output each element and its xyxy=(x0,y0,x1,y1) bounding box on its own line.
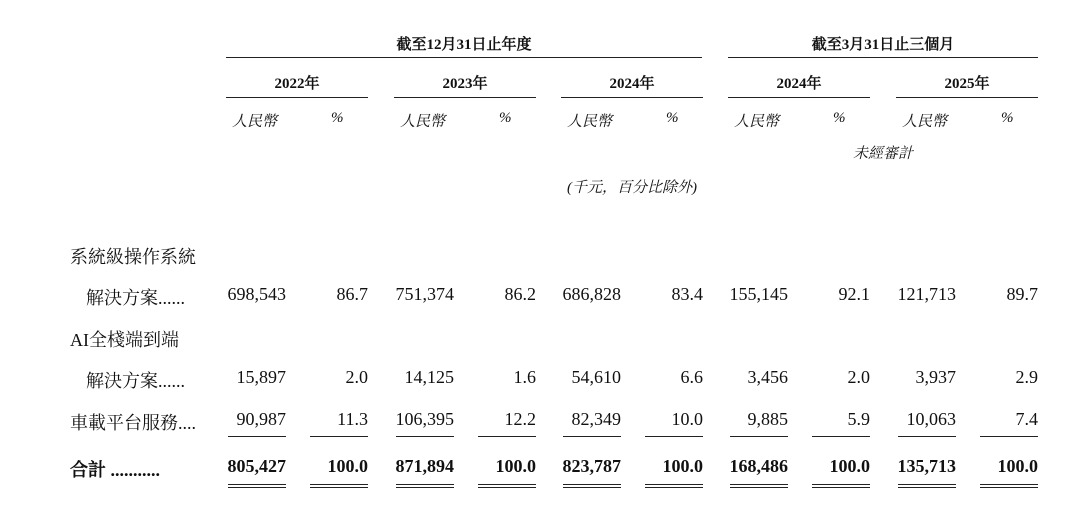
header-year-end-rule xyxy=(226,57,702,58)
table-cell: 7.4 xyxy=(1015,409,1038,429)
year-header-2022: 2022年 xyxy=(274,76,320,92)
total-double-rule xyxy=(730,484,788,488)
row-label: 解決方案...... xyxy=(86,288,185,308)
subtotal-rule xyxy=(898,436,956,437)
subtotal-rule xyxy=(228,436,286,437)
header-three-months-rule xyxy=(728,57,1038,58)
subtotal-rule xyxy=(563,436,621,437)
table-cell: 751,374 xyxy=(395,284,454,304)
table-cell: 82,349 xyxy=(571,409,621,429)
percent-label: % xyxy=(331,110,344,126)
table-cell: 86.7 xyxy=(336,284,368,304)
subtotal-rule xyxy=(645,436,703,437)
total-cell: 100.0 xyxy=(327,456,368,476)
table-cell: 10.0 xyxy=(671,409,703,429)
table-cell: 1.6 xyxy=(513,367,536,387)
total-label: 合計 ........... xyxy=(70,460,160,480)
table-cell: 2.0 xyxy=(345,367,368,387)
percent-label: % xyxy=(833,110,846,126)
total-cell: 823,787 xyxy=(562,456,621,476)
table-cell: 3,456 xyxy=(747,367,788,387)
year-header-2024-q1: 2024年 xyxy=(776,76,822,92)
table-cell: 2.9 xyxy=(1015,367,1038,387)
subtotal-rule xyxy=(812,436,870,437)
table-cell: 2.0 xyxy=(847,367,870,387)
total-cell: 100.0 xyxy=(662,456,703,476)
table-cell: 86.2 xyxy=(504,284,536,304)
currency-label: 人民幣 xyxy=(567,114,613,130)
percent-label: % xyxy=(666,110,679,126)
total-double-rule xyxy=(812,484,870,488)
total-double-rule xyxy=(645,484,703,488)
table-cell: 121,713 xyxy=(897,284,956,304)
unaudited-note: 未經審計 xyxy=(852,146,913,162)
table-cell: 90,987 xyxy=(236,409,286,429)
year-header-rule xyxy=(394,97,536,98)
currency-label: 人民幣 xyxy=(734,114,780,130)
percent-label: % xyxy=(499,110,512,126)
total-cell: 100.0 xyxy=(495,456,536,476)
table-cell: 11.3 xyxy=(337,409,368,429)
subtotal-rule xyxy=(980,436,1038,437)
table-cell: 106,395 xyxy=(395,409,454,429)
total-cell: 100.0 xyxy=(997,456,1038,476)
total-cell: 168,486 xyxy=(729,456,788,476)
total-double-rule xyxy=(396,484,454,488)
percent-label: % xyxy=(1001,110,1014,126)
total-double-rule xyxy=(898,484,956,488)
row-label: 車載平台服務.... xyxy=(70,413,196,433)
subtotal-rule xyxy=(396,436,454,437)
table-cell: 698,543 xyxy=(227,284,286,304)
year-header-2025-q1: 2025年 xyxy=(944,76,990,92)
table-cell: 15,897 xyxy=(236,367,286,387)
subtotal-rule xyxy=(310,436,368,437)
total-cell: 871,894 xyxy=(395,456,454,476)
total-cell: 135,713 xyxy=(897,456,956,476)
year-header-rule xyxy=(896,97,1038,98)
table-cell: 5.9 xyxy=(847,409,870,429)
table-cell: 10,063 xyxy=(906,409,956,429)
table-cell: 89.7 xyxy=(1006,284,1038,304)
table-cell: 9,885 xyxy=(747,409,788,429)
total-cell: 805,427 xyxy=(227,456,286,476)
total-double-rule xyxy=(310,484,368,488)
year-header-rule xyxy=(226,97,368,98)
year-header-rule xyxy=(561,97,703,98)
table-cell: 14,125 xyxy=(404,367,454,387)
row-label: AI全棧端到端 xyxy=(70,330,179,350)
table-cell: 83.4 xyxy=(671,284,703,304)
subtotal-rule xyxy=(730,436,788,437)
unit-note: (千元，百分比除外) xyxy=(567,180,697,196)
total-double-rule xyxy=(478,484,536,488)
total-cell: 100.0 xyxy=(829,456,870,476)
header-three-months: 截至3月31日止三個月 xyxy=(811,37,955,53)
table-cell: 12.2 xyxy=(504,409,536,429)
total-double-rule xyxy=(563,484,621,488)
year-header-2024: 2024年 xyxy=(609,76,655,92)
table-cell: 54,610 xyxy=(571,367,621,387)
table-cell: 6.6 xyxy=(680,367,703,387)
table-cell: 92.1 xyxy=(838,284,870,304)
total-double-rule xyxy=(980,484,1038,488)
total-double-rule xyxy=(228,484,286,488)
currency-label: 人民幣 xyxy=(400,114,446,130)
year-header-2023: 2023年 xyxy=(442,76,488,92)
row-label: 系統級操作系統 xyxy=(70,247,196,267)
year-header-rule xyxy=(728,97,870,98)
header-year-end: 截至12月31日止年度 xyxy=(396,37,532,53)
currency-label: 人民幣 xyxy=(232,114,278,130)
table-cell: 155,145 xyxy=(729,284,788,304)
table-cell: 3,937 xyxy=(915,367,956,387)
table-cell: 686,828 xyxy=(562,284,621,304)
subtotal-rule xyxy=(478,436,536,437)
row-label: 解決方案...... xyxy=(86,371,185,391)
currency-label: 人民幣 xyxy=(902,114,948,130)
